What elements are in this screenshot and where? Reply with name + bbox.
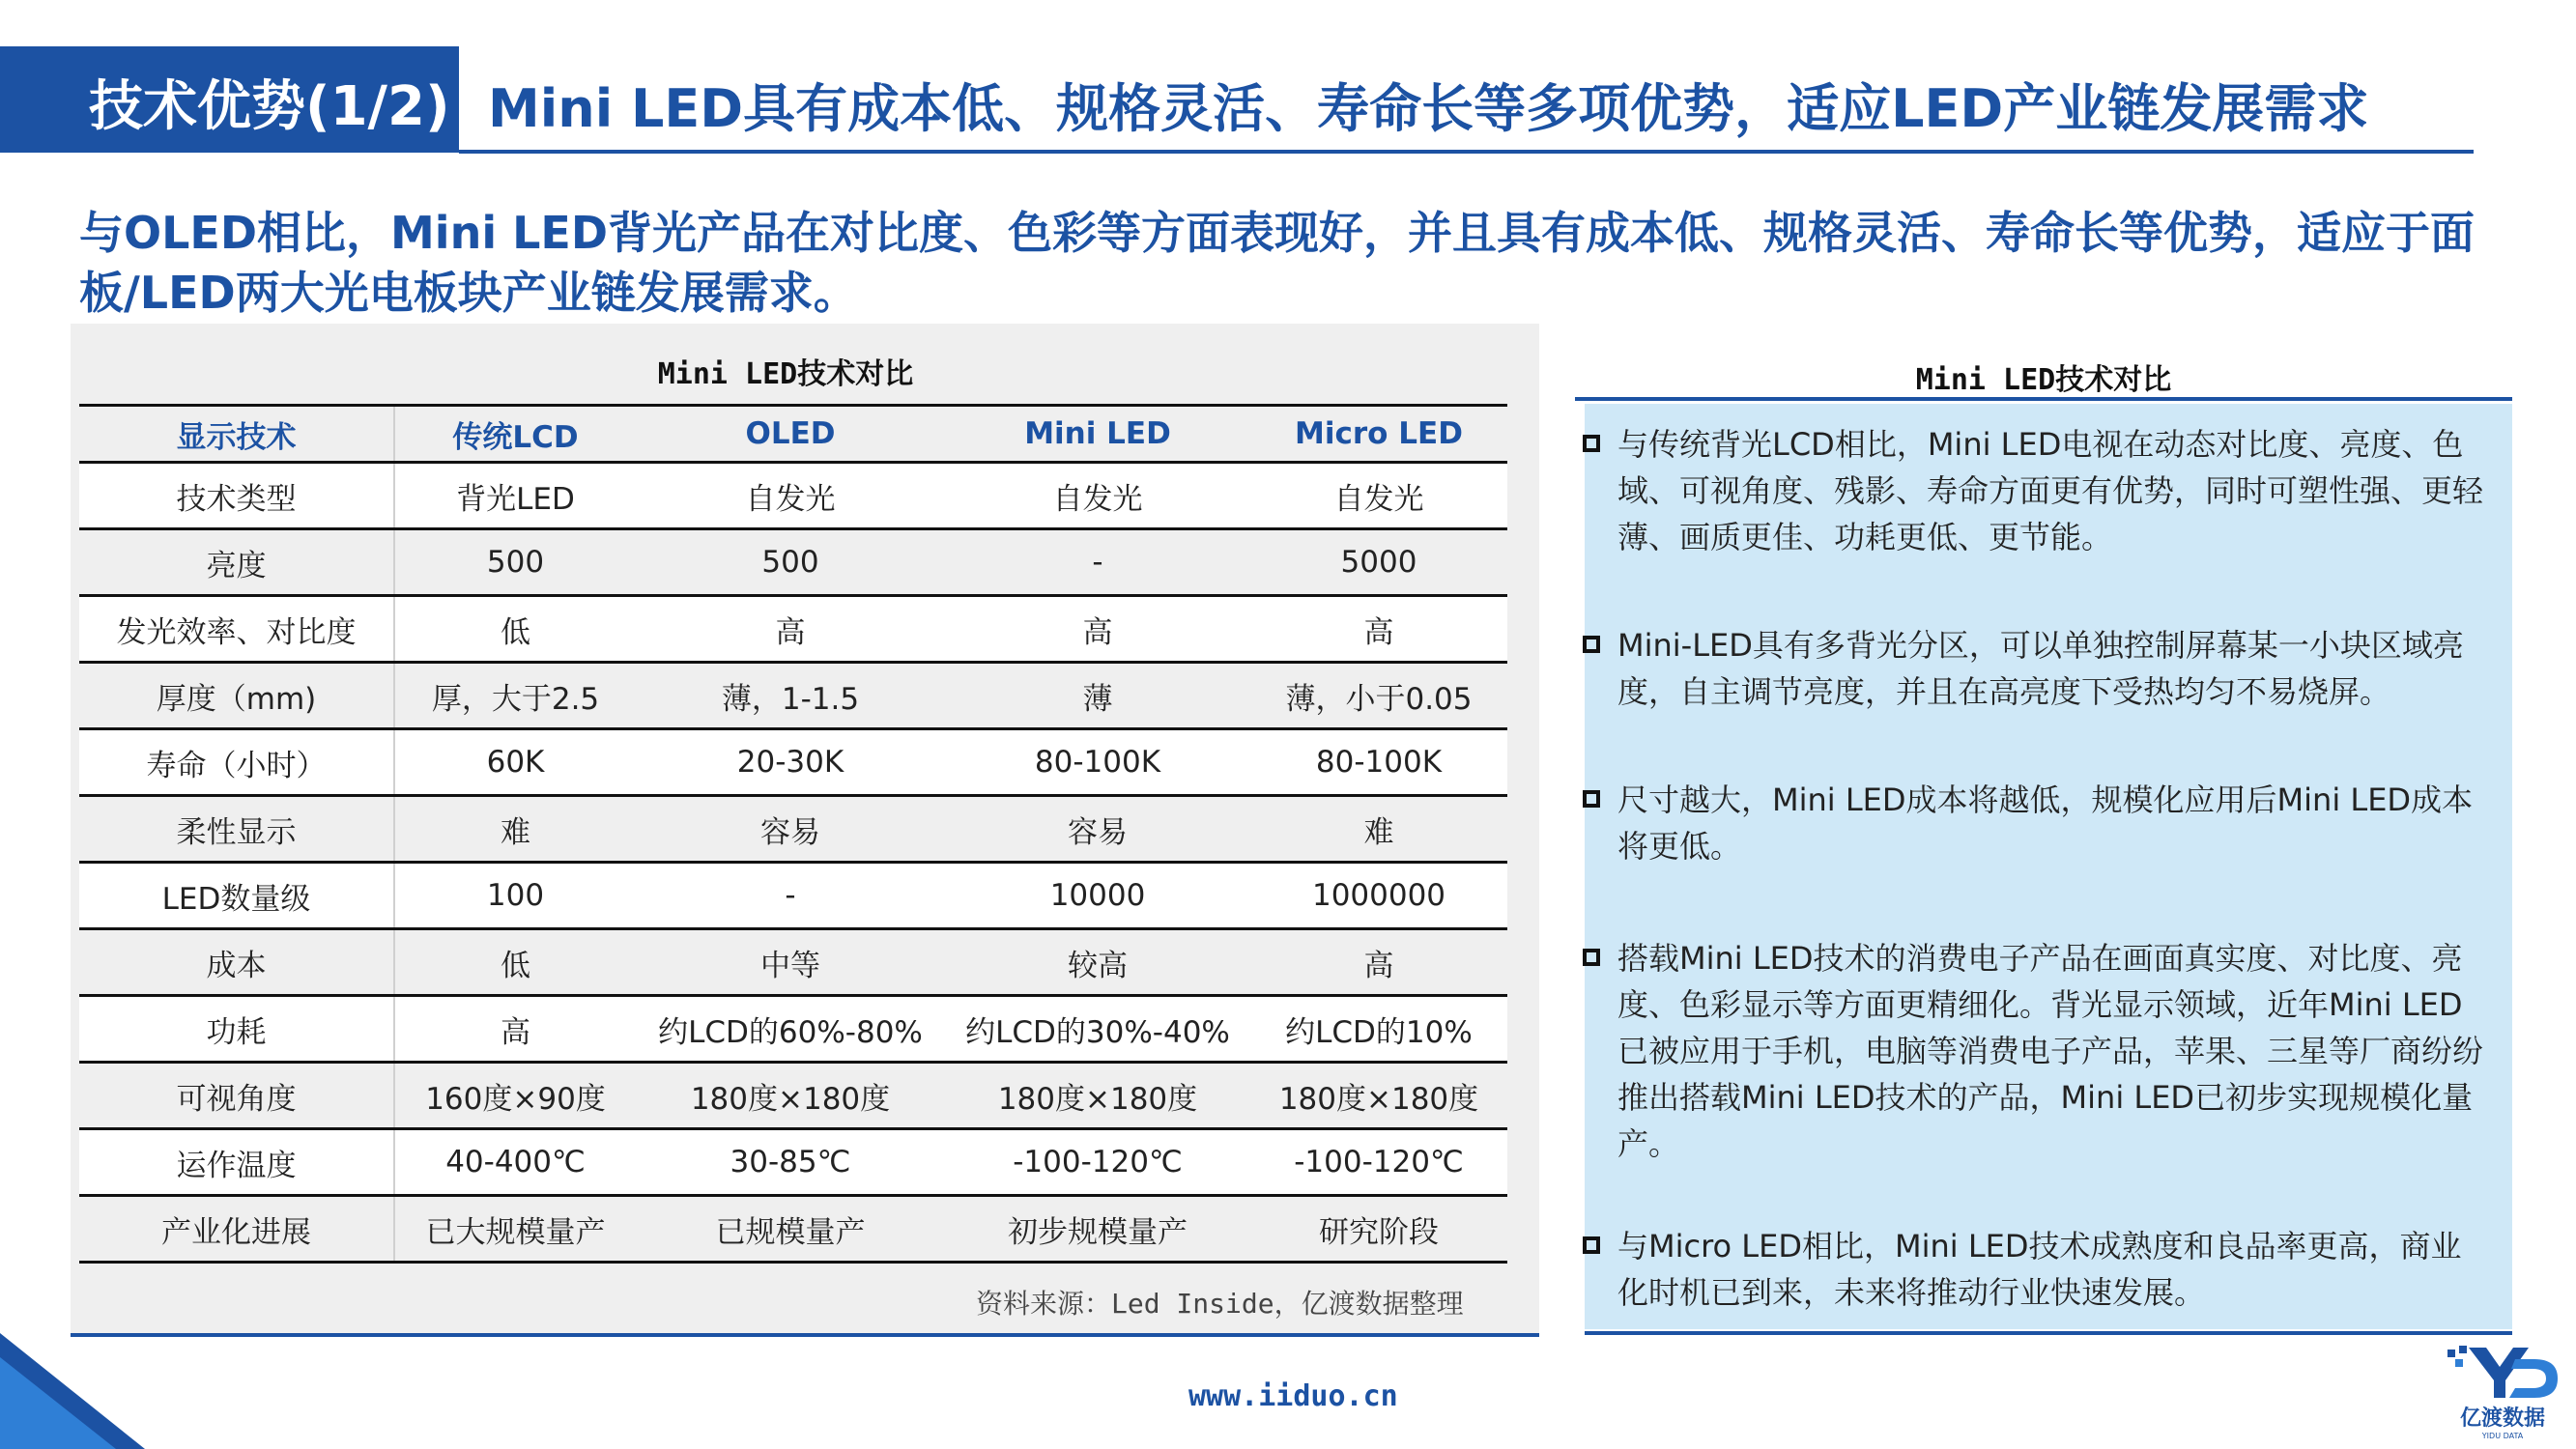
row-label-cell: 柔性显示 <box>79 796 394 863</box>
table-cell: 薄，小于0.05 <box>1250 663 1507 729</box>
bullet-item <box>1583 421 2491 560</box>
page-title: Mini LED具有成本低、规格灵活、寿命长等多项优势，适应LED产业链发展需求 <box>488 78 2369 139</box>
table-cell: 80-100K <box>1250 729 1507 796</box>
bullet-text: 搭载Mini LED技术的消费电子产品在画面真实度、对比度、亮度、色彩显示等方面更精细化。背光显示领域，近年Mini LED已被应用于手机，电脑等消费电子产品，苹果、三星等厂商纷纷推出搭载Mini LED技术的产品，Mini LED已初步实现规模化量产。 <box>1617 940 2484 1162</box>
table-cell: 高 <box>636 596 945 663</box>
table-cell: 40-400℃ <box>394 1129 636 1196</box>
header-cell: Mini LED <box>945 406 1250 463</box>
table-cell: 高 <box>945 596 1250 663</box>
table-cell: 1000000 <box>1250 863 1507 929</box>
table-cell: - <box>636 863 945 929</box>
bullet-text: 与传统背光LCD相比，Mini LED电视在动态对比度、亮度、色域、可视角度、残影、寿命方面更有优势，同时可塑性强、更轻薄、画质更佳、功耗更低、更节能。 <box>1617 426 2484 555</box>
row-label-cell: 厚度（mm) <box>79 663 394 729</box>
row-label-cell: 技术类型 <box>79 463 394 529</box>
table-cell: 较高 <box>945 929 1250 996</box>
table-cell: 5000 <box>1250 529 1507 596</box>
table-cell: 厚，大于2.5 <box>394 663 636 729</box>
table-cell: 难 <box>1250 796 1507 863</box>
table-cell: 100 <box>394 863 636 929</box>
header-cell: 显示技术 <box>79 406 394 463</box>
table-cell: 高 <box>1250 929 1507 996</box>
table-cell: 自发光 <box>1250 463 1507 529</box>
table-cell: 约LCD的10% <box>1250 996 1507 1063</box>
bullet-item <box>1583 935 2491 1167</box>
checkbox-square-icon <box>1583 1236 1600 1254</box>
table-cell: 研究阶段 <box>1250 1196 1507 1263</box>
table-row <box>79 1196 1507 1263</box>
table-cell: 180度×180度 <box>1250 1063 1507 1129</box>
right-top-line <box>1575 397 2512 401</box>
website-link[interactable]: www.iiduo.cn <box>1188 1379 1398 1413</box>
lead-text: 与OLED相比，Mini LED背光产品在对比度、色彩等方面表现好，并且具有成本低、规格灵活、寿命长等优势，适应于面板/LED两大光电板块产业链发展需求。 <box>79 207 2476 319</box>
table-cell: 500 <box>636 529 945 596</box>
table-cell: 容易 <box>636 796 945 863</box>
row-label-cell: 成本 <box>79 929 394 996</box>
row-label-cell: 亮度 <box>79 529 394 596</box>
logo-text: 亿渡数据 <box>2459 1406 2546 1431</box>
corner-decoration <box>0 1333 145 1449</box>
table-cell: 80-100K <box>945 729 1250 796</box>
bullet-text: 与Micro LED相比，Mini LED技术成熟度和良品率更高，商业化时机已到来，未来将推动行业快速发展。 <box>1617 1228 2462 1311</box>
table-row <box>79 929 1507 996</box>
bullet-item <box>1583 777 2491 869</box>
section-tag-label: 技术优势(1/2) <box>89 75 450 138</box>
bullet-text: Mini-LED具有多背光分区，可以单独控制屏幕某一小块区域亮度，自主调节亮度，并且在高亮度下受热均匀不易烧屏。 <box>1617 627 2464 710</box>
table-row <box>79 1063 1507 1129</box>
logo-subtext: YIDU DATA <box>2481 1432 2524 1440</box>
header-cell: OLED <box>636 406 945 463</box>
row-label-cell: 运作温度 <box>79 1129 394 1196</box>
right-bottom-line <box>1585 1331 2512 1335</box>
bullet-item <box>1583 1223 2491 1316</box>
table-row <box>79 596 1507 663</box>
title-underline <box>459 150 2474 154</box>
table-cell: 中等 <box>636 929 945 996</box>
checkbox-square-icon <box>1583 790 1600 808</box>
table-row <box>79 1129 1507 1196</box>
table-row <box>79 996 1507 1063</box>
table-cell: -100-120℃ <box>945 1129 1250 1196</box>
table-caption: Mini LED技术对比 <box>657 357 914 391</box>
table-cell: 自发光 <box>945 463 1250 529</box>
row-label-cell: 发光效率、对比度 <box>79 596 394 663</box>
row-label-cell: 可视角度 <box>79 1063 394 1129</box>
row-label-cell: LED数量级 <box>79 863 394 929</box>
table-header-row <box>79 406 1507 463</box>
table-row <box>79 663 1507 729</box>
row-label-cell: 寿命（小时） <box>79 729 394 796</box>
table-cell: 高 <box>394 996 636 1063</box>
bullet-text: 尺寸越大，Mini LED成本将越低，规模化应用后Mini LED成本将更低。 <box>1617 781 2474 865</box>
company-logo <box>2440 1338 2565 1444</box>
source-note: 资料来源：Led Inside，亿渡数据整理 <box>976 1288 1464 1320</box>
checkbox-square-icon <box>1583 949 1600 966</box>
table-row <box>79 863 1507 929</box>
table-cell: 低 <box>394 596 636 663</box>
table-cell: 薄，1-1.5 <box>636 663 945 729</box>
table-cell: 约LCD的60%-80% <box>636 996 945 1063</box>
table-cell: 难 <box>394 796 636 863</box>
table-cell: 容易 <box>945 796 1250 863</box>
table-cell: 30-85℃ <box>636 1129 945 1196</box>
table-cell: 500 <box>394 529 636 596</box>
comparison-table <box>79 404 1507 1264</box>
table-cell: 自发光 <box>636 463 945 529</box>
checkbox-square-icon <box>1583 636 1600 653</box>
table-cell: - <box>945 529 1250 596</box>
table-cell: 180度×180度 <box>945 1063 1250 1129</box>
table-cell: 已规模量产 <box>636 1196 945 1263</box>
table-cell: 160度×90度 <box>394 1063 636 1129</box>
right-caption: Mini LED技术对比 <box>1915 363 2172 397</box>
row-label-cell: 功耗 <box>79 996 394 1063</box>
table-cell: 已大规模量产 <box>394 1196 636 1263</box>
bullet-item <box>1583 622 2491 715</box>
table-row <box>79 463 1507 529</box>
table-cell: 约LCD的30%-40% <box>945 996 1250 1063</box>
panel-bottom-line <box>71 1333 1539 1337</box>
table-cell: 背光LED <box>394 463 636 529</box>
table-cell: 薄 <box>945 663 1250 729</box>
table-cell: 高 <box>1250 596 1507 663</box>
row-label-cell: 产业化进展 <box>79 1196 394 1263</box>
section-tag <box>0 46 459 153</box>
checkbox-square-icon <box>1583 435 1600 452</box>
table-cell: 180度×180度 <box>636 1063 945 1129</box>
header-cell: 传统LCD <box>394 406 636 463</box>
table-cell: 20-30K <box>636 729 945 796</box>
header-cell: Micro LED <box>1250 406 1507 463</box>
table-body <box>79 463 1507 1263</box>
table-cell: 60K <box>394 729 636 796</box>
table-cell: 初步规模量产 <box>945 1196 1250 1263</box>
table-row <box>79 729 1507 796</box>
table-cell: 10000 <box>945 863 1250 929</box>
table-row <box>79 796 1507 863</box>
table-cell: 低 <box>394 929 636 996</box>
table-row <box>79 529 1507 596</box>
table-cell: -100-120℃ <box>1250 1129 1507 1196</box>
